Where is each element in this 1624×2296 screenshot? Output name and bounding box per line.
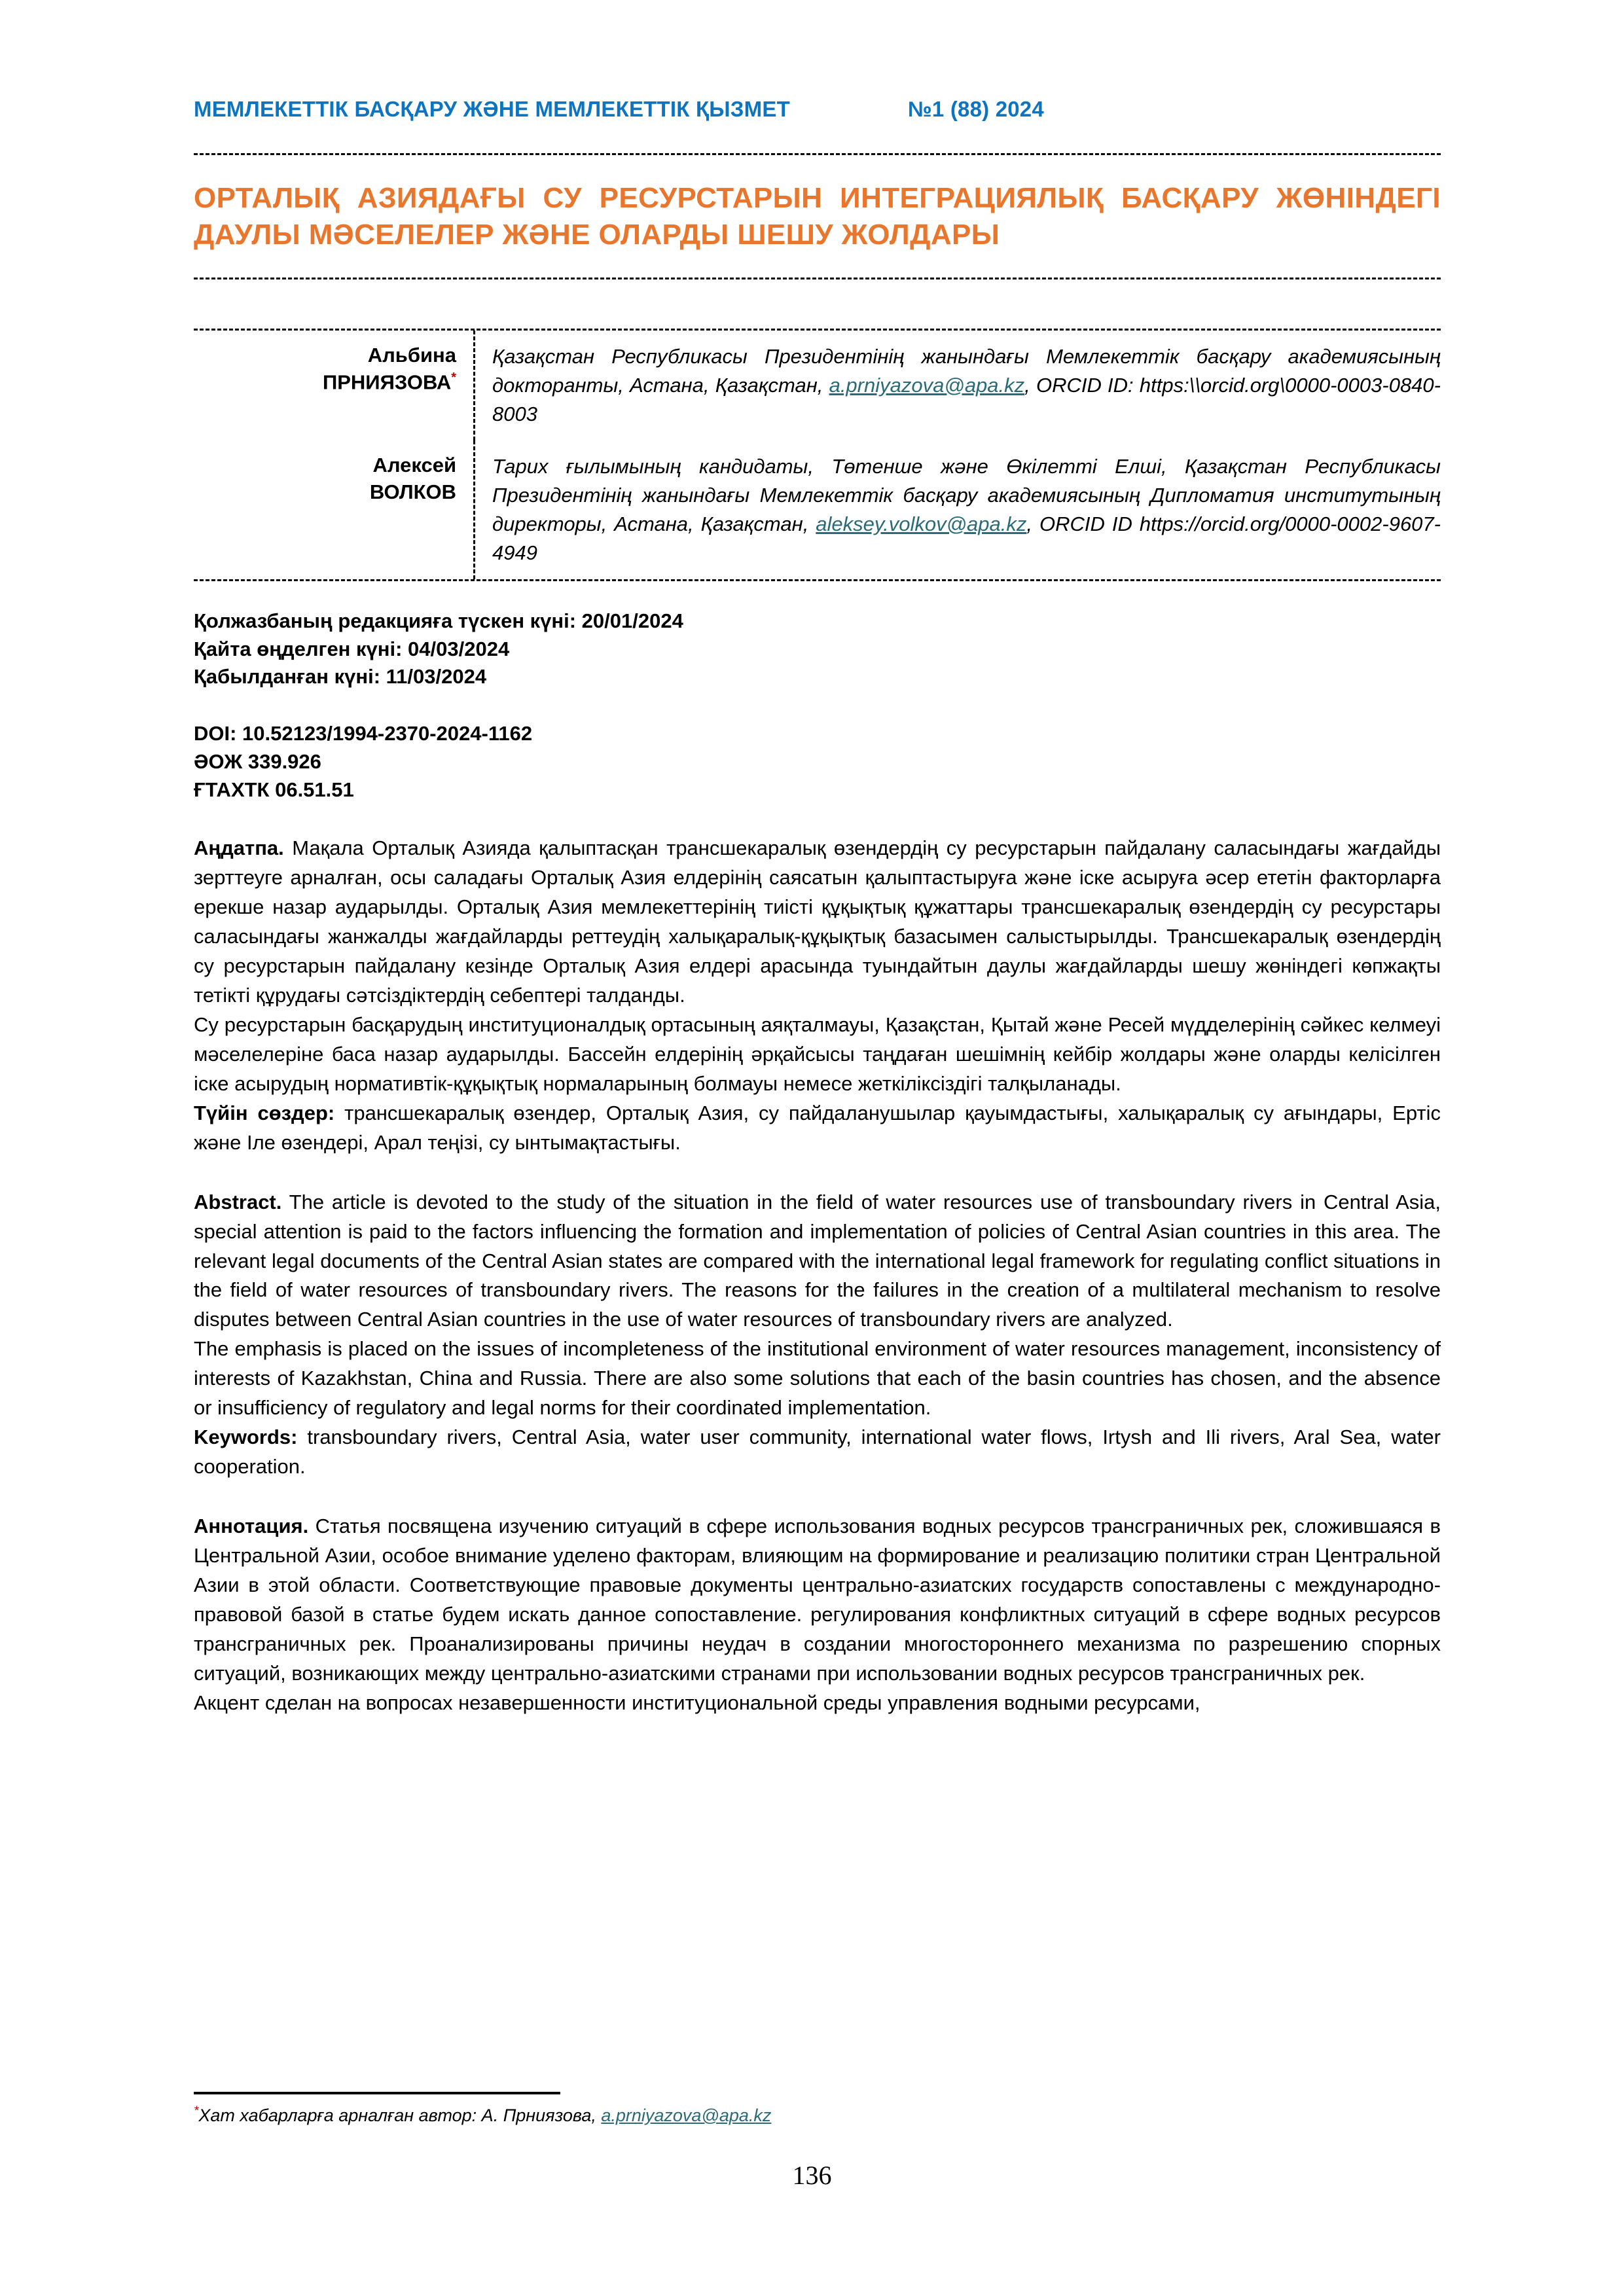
abstract-kk-label: Аңдатпа.: [194, 836, 284, 860]
abstract-ru-paragraph-1: [194, 1512, 1441, 1689]
author-first-name: Альбина: [367, 343, 456, 367]
author-affiliation-cell: [475, 440, 1441, 579]
authors-table: [194, 329, 1441, 581]
abstract-russian: [194, 1512, 1441, 1718]
keywords-kk-label: Түйін сөздер:: [194, 1101, 335, 1124]
grnti-line: ҒТАХТК 06.51.51: [194, 778, 354, 801]
page-title: ОРТАЛЫҚ АЗИЯДАҒЫ СУ РЕСУРСТАРЫН ИНТЕГРАЦИЯЛЫҚ БАСҚАРУ ЖӨНІНДЕГІ ДАУЛЫ МӘСЕЛЕЛЕР ЖӘНЕ ОЛАРДЫ ШЕШУ ЖОЛДАРЫ: [194, 182, 1441, 251]
author-last-name: ПРНИЯЗОВА: [322, 370, 452, 393]
date-received: Қолжазбаның редакцияға түскен күні: 20/01/2024: [194, 609, 683, 632]
table-row: [194, 331, 1441, 440]
abstract-ru-label: Аннотация.: [194, 1515, 309, 1538]
abstract-ru-paragraph-2: Акцент сделан на вопросах незавершенности институциональной среды управления водными ресурсами,: [194, 1691, 1200, 1714]
affiliation-text-part1: Тарих ғылымының кандидаты, Төтенше және Өкілетті Елші, Қазақстан Республикасы Президентінің жанындағы Мемлекеттік басқару академиясының Дипломатия институтының директоры, Астана, Қазақстан,: [492, 454, 1441, 535]
author-name-cell: [194, 440, 475, 579]
abstract-kazakh: [194, 834, 1441, 1157]
divider-top: [194, 153, 1441, 155]
keywords-en: [194, 1423, 1441, 1482]
issue-number: №1 (88) 2024: [907, 97, 1044, 121]
corresponding-author-marker: *: [451, 370, 456, 385]
running-head: [194, 0, 1441, 122]
abstract-kk-paragraph-2: Су ресурстарын басқарудың институционалдық ортасының аяқталмауы, Қазақстан, Қытай және Ресей мүдделерінің сәйкес келмеуі мәселелеріне баса назар аударылды. Бассейн елдерінің әрқайсысы таңдаған шешімнің кейбір жолдары және оларды келісілген іске асырудың нормативтік-құқықтық нормаларының болмауы немесе жеткіліксіздігі талқыланады.: [194, 1013, 1441, 1095]
abstract-en-text-1: The article is devoted to the study of the situation in the field of water resources use of transboundary rivers in Central Asia, special attention is paid to the factors influencing the formation and implementation of policies of Central Asian countries in this area. The relevant legal documents of the Central Asian states are compared with the international legal framework for regulating conflict situations in the field of water resources of transboundary rivers. The reasons for the failures in the creation of a multilateral mechanism to resolve disputes between Central Asian countries in the use of water resources of transboundary rivers are analyzed.: [194, 1190, 1441, 1331]
footnote-text: Хат хабарларға арналған автор: А. Прниязова,: [198, 2106, 602, 2125]
submission-dates: [194, 607, 1441, 691]
date-revised: Қайта өңделген күні: 04/03/2024: [194, 637, 510, 660]
author-last-name: ВОЛКОВ: [369, 480, 456, 503]
corresponding-author-footnote: [194, 2104, 1441, 2127]
identifier-block: [194, 720, 1441, 804]
affiliation-text-part1: Қазақстан Республикасы Президентінің жанындағы Мемлекеттік басқару академиясының докторанты, Астана, Қазақстан,: [492, 344, 1441, 397]
spacer: [194, 691, 1441, 720]
divider-under-title: [194, 278, 1441, 279]
keywords-en-label: Keywords:: [194, 1426, 298, 1449]
author-email-link[interactable]: a.prniyazova@apa.kz: [829, 373, 1025, 397]
abstract-kk-text-1: Мақала Орталық Азияда қалыптасқан трансшекаралық өзендердің су ресурстарын пайдалану саласындағы жағдайды зерттеуге арналған, осы саладағы Орталық Азия елдерінің саясатын қалыптастыруға және іске асыруға әсер ететін факторларға ерекше назар аударылды. Орталық Азия мемлекеттерінің тиісті құқықтық құжаттары трансшекаралық өзендердің су ресурстары саласындағы жанжалды жағдайларды реттеудің халықаралық-құқықтық базасымен салыстырылды. Трансшекаралық өзендердің су ресурстарын пайдалану кезінде Орталық Азия елдері арасында туындайтын даулы жағдайларды шешу жөніндегі көпжақты тетікті құрудағы сәтсіздіктердің себептері талданды.: [194, 836, 1441, 1007]
footnote-email-link[interactable]: a.prniyazova@apa.kz: [601, 2106, 772, 2125]
abstract-en-label: Abstract.: [194, 1190, 282, 1213]
author-email-link[interactable]: aleksey.volkov@apa.kz: [816, 512, 1027, 535]
keywords-en-text: transboundary rivers, Central Asia, water user community, international water flows, Irtysh and Ili rivers, Aral Sea, water cooperation.: [194, 1426, 1441, 1479]
abstract-en-paragraph-1: [194, 1188, 1441, 1335]
page-number: 136: [792, 2161, 832, 2190]
footnote-separator: [194, 2092, 560, 2094]
footnote-marker: *: [194, 2104, 199, 2118]
affiliation-text-part2: , ORCID ID https://orcid.org/0000-0002-9607-4949: [492, 512, 1441, 564]
footnote-area: [194, 2092, 1441, 2127]
affiliation-text-part2: , ORCID ID: https:\\orcid.org\0000-0003-0840-8003: [492, 373, 1441, 425]
udc-line: ӘОЖ 339.926: [194, 749, 321, 773]
author-name-cell: [194, 331, 475, 440]
author-first-name: Алексей: [372, 453, 456, 476]
abstract-ru-text-1: Статья посвящена изучению ситуаций в сфере использования водных ресурсов трансграничных рек, сложившаяся в Центральной Азии, особое внимание уделено факторам, влияющим на формирование и реализацию политики стран Центральной Азии в этой области. Соответствующие правовые документы центрально-азиатских государств сопоставлены с международно-правовой базой в статье будем искать данное сопоставление. регулирования конфликтных ситуаций в сфере водных ресурсов трансграничных рек. Проанализированы причины неудач в создании многостороннего механизма по разрешению спорных ситуаций, возникающих между центрально-азиатскими странами при использовании водных ресурсов трансграничных рек.: [194, 1515, 1441, 1685]
date-accepted: Қабылданған күні: 11/03/2024: [194, 665, 487, 689]
abstract-kk-paragraph-1: [194, 834, 1441, 1011]
page-content: [194, 0, 1441, 1718]
keywords-kk-text: трансшекаралық өзендер, Орталық Азия, су пайдаланушылар қауымдастығы, халықаралық су ағындары, Ертіс және Іле өзендері, Арал теңізі, су ынтымақтастығы.: [194, 1101, 1441, 1154]
abstract-en-paragraph-2: The emphasis is placed on the issues of incompleteness of the institutional environment of water resources management, inconsistency of interests of Kazakhstan, China and Russia. There are also some solutions that each of the basin countries has chosen, and the absence or insufficiency of regulatory and legal norms for their coordinated implementation.: [194, 1337, 1441, 1420]
abstract-english: [194, 1188, 1441, 1482]
keywords-kk: [194, 1099, 1441, 1158]
doi-line: DOI: 10.52123/1994-2370-2024-1162: [194, 722, 533, 745]
table-row: [194, 440, 1441, 579]
journal-name: МЕМЛЕКЕТТІК БАСҚАРУ ЖӘНЕ МЕМЛЕКЕТТІК ҚЫЗМЕТ: [194, 97, 790, 121]
author-affiliation-cell: [475, 331, 1441, 440]
